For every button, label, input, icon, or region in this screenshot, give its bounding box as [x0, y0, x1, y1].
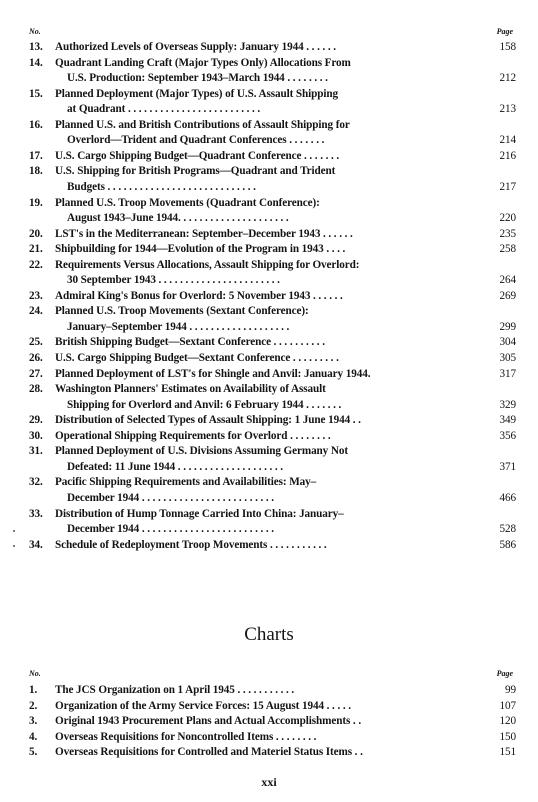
- entry-page-number: 212: [499, 72, 516, 85]
- entry-title: Distribution of Selected Types of Assault Shipping: 1 June 1944 . .: [55, 414, 361, 427]
- entry-title: U.S. Cargo Shipping Budget—Sextant Conference . . . . . . . . .: [55, 352, 339, 364]
- toc-entry: [29, 335, 516, 351]
- entry-title: U.S. Cargo Shipping Budget—Quadrant Conference . . . . . . .: [55, 149, 340, 162]
- entry-title-continuation: Overlord—Trident and Quadrant Conferences . . . . . . .: [67, 134, 325, 147]
- entry-title: Planned U.S. and British Contributions of Assault Shipping for: [55, 118, 350, 131]
- entry-title-continuation: Shipping for Overlord and Anvil: 6 February 1944 . . . . . . .: [67, 398, 342, 411]
- entry-number: 14.: [29, 56, 43, 69]
- entry-number: 2.: [29, 699, 38, 712]
- margin-speck: [13, 530, 15, 532]
- charts-page-column-header: Page: [496, 669, 513, 678]
- entry-title-continuation: at Quadrant . . . . . . . . . . . . . . . . . . . . . . . . .: [67, 103, 261, 116]
- page-folio: xxi: [261, 775, 277, 789]
- entry-page-number: 213: [499, 103, 516, 116]
- toc-entry: [29, 196, 516, 227]
- entry-number: 25.: [29, 336, 43, 349]
- entry-page-number: 528: [499, 523, 516, 536]
- entry-number: 30.: [29, 429, 43, 442]
- entry-title: The JCS Organization on 1 April 1945 . . . . . . . . . . .: [55, 684, 295, 696]
- entry-page-number: 329: [499, 398, 516, 411]
- entry-title: Planned Deployment (Major Types) of U.S. Assault Shipping: [55, 87, 339, 100]
- entry-number: 19.: [29, 196, 43, 209]
- number-column-header: No.: [29, 27, 41, 36]
- toc-entry: [29, 538, 516, 554]
- toc-entry: [29, 242, 516, 258]
- toc-entry: [29, 714, 516, 730]
- entry-title-continuation: December 1944 . . . . . . . . . . . . . . . . . . . . . . . . .: [67, 491, 274, 504]
- entry-number: 22.: [29, 258, 43, 271]
- toc-entry: [29, 382, 516, 413]
- entry-page-number: 220: [499, 212, 516, 225]
- entry-number: 1.: [29, 684, 38, 696]
- toc-entry: [29, 351, 516, 367]
- toc-entry: [29, 444, 516, 475]
- entry-number: 31.: [29, 445, 43, 458]
- entry-page-number: 371: [499, 460, 516, 473]
- entry-number: 27.: [29, 367, 43, 380]
- entry-title: British Shipping Budget—Sextant Conference . . . . . . . . . .: [55, 336, 325, 349]
- entry-page-number: 466: [499, 491, 516, 504]
- entry-title: Admiral King's Bonus for Overlord: 5 November 1943 . . . . . .: [55, 289, 343, 302]
- entry-title-continuation: Defeated: 11 June 1944 . . . . . . . . . . . . . . . . . . . .: [67, 460, 283, 473]
- toc-entry: [29, 730, 516, 746]
- entry-page-number: 217: [499, 180, 516, 193]
- entry-page-number: 304: [499, 336, 516, 349]
- entry-title: Original 1943 Procurement Plans and Actual Accomplishments . .: [55, 715, 362, 728]
- entry-title: Shipbuilding for 1944—Evolution of the Program in 1943 . . . .: [55, 243, 346, 256]
- toc-entry: [29, 475, 516, 506]
- entry-number: 23.: [29, 289, 43, 302]
- entry-title: U.S. Shipping for British Programs—Quadrant and Trident: [55, 165, 336, 178]
- entry-number: 29.: [29, 414, 43, 427]
- entry-page-number: 235: [499, 227, 516, 240]
- entry-title: Authorized Levels of Overseas Supply: January 1944 . . . . . .: [55, 41, 336, 53]
- entry-page-number: 216: [499, 149, 516, 162]
- toc-entry: [29, 164, 516, 195]
- entry-title-continuation: U.S. Production: September 1943–March 1944 . . . . . . . .: [67, 72, 328, 85]
- entry-title: Schedule of Redeployment Troop Movements . . . . . . . . . . .: [55, 538, 327, 551]
- entry-title-continuation: August 1943–June 1944. . . . . . . . . . . . . . . . . . . . .: [67, 212, 289, 224]
- entry-number: 16.: [29, 118, 43, 131]
- entry-page-number: 258: [499, 243, 516, 256]
- entry-page-number: 299: [499, 320, 516, 333]
- entry-number: 3.: [29, 715, 38, 728]
- entry-page-number: 214: [499, 134, 516, 147]
- toc-entry: [29, 118, 516, 149]
- charts-heading: Charts: [244, 624, 294, 645]
- toc-entry: [29, 227, 516, 243]
- toc-entry: [29, 40, 516, 56]
- entry-page-number: 99: [505, 684, 516, 696]
- toc-entry: [29, 413, 516, 429]
- entry-number: 24.: [29, 305, 43, 318]
- toc-entry: [29, 304, 516, 335]
- entry-page-number: 356: [499, 429, 516, 442]
- entry-title: Pacific Shipping Requirements and Availabilities: May–: [55, 476, 317, 489]
- entry-page-number: 269: [499, 289, 516, 302]
- entry-page-number: 305: [499, 352, 516, 364]
- entry-number: 15.: [29, 87, 43, 100]
- entry-number: 21.: [29, 243, 43, 256]
- entry-title: Organization of the Army Service Forces: 15 August 1944 . . . . .: [55, 699, 351, 712]
- toc-entry: [29, 87, 516, 118]
- toc-entry: [29, 683, 516, 699]
- toc-entry: [29, 149, 516, 165]
- entry-number: 20.: [29, 227, 43, 240]
- entry-page-number: 150: [499, 730, 516, 743]
- toc-entry: [29, 258, 516, 289]
- entry-title: Overseas Requisitions for Controlled and Materiel Status Items . .: [55, 746, 363, 759]
- page-column-header: Page: [496, 27, 513, 36]
- entry-title-continuation: December 1944 . . . . . . . . . . . . . . . . . . . . . . . . .: [67, 523, 274, 535]
- entry-page-number: 107: [499, 699, 516, 712]
- charts-number-column-header: No.: [29, 669, 41, 678]
- entry-number: 5.: [29, 746, 38, 759]
- entry-number: 34.: [29, 538, 43, 551]
- toc-entry: [29, 745, 516, 761]
- entry-title: Planned Deployment of U.S. Divisions Assuming Germany Not: [55, 445, 348, 458]
- entry-page-number: 151: [499, 746, 516, 759]
- entry-number: 26.: [29, 352, 43, 364]
- toc-entry: [29, 56, 516, 87]
- entry-number: 18.: [29, 165, 43, 178]
- entry-page-number: 158: [499, 41, 516, 53]
- entry-title: Requirements Versus Allocations, Assault Shipping for Overlord:: [55, 258, 360, 271]
- entry-page-number: 120: [499, 715, 516, 728]
- entry-title: Overseas Requisitions for Noncontrolled Items . . . . . . . .: [55, 730, 317, 743]
- entry-number: 33.: [29, 507, 43, 520]
- entry-title: Planned Deployment of LST's for Shingle and Anvil: January 1944.: [55, 367, 371, 380]
- entry-page-number: 349: [499, 414, 516, 427]
- toc-entry: [29, 367, 516, 383]
- entry-title: Planned U.S. Troop Movements (Quadrant Conference):: [55, 196, 320, 209]
- entry-page-number: 586: [499, 538, 516, 551]
- entry-page-number: 264: [499, 274, 516, 287]
- entry-title-continuation: Budgets . . . . . . . . . . . . . . . . . . . . . . . . . . . .: [67, 180, 256, 193]
- toc-entry: [29, 507, 516, 538]
- entry-number: 4.: [29, 730, 38, 743]
- entry-page-number: 317: [499, 367, 516, 380]
- margin-speck: [13, 545, 15, 547]
- entry-title: Distribution of Hump Tonnage Carried Into China: January–: [55, 507, 344, 520]
- entry-number: 28.: [29, 383, 43, 396]
- entry-title: Planned U.S. Troop Movements (Sextant Conference):: [55, 305, 309, 318]
- toc-entry: [29, 289, 516, 305]
- entry-title-continuation: January–September 1944 . . . . . . . . . . . . . . . . . . .: [67, 320, 290, 333]
- entry-title: Quadrant Landing Craft (Major Types Only) Allocations From: [55, 56, 351, 69]
- entry-title: Operational Shipping Requirements for Overlord . . . . . . . .: [55, 429, 331, 442]
- entry-number: 13.: [29, 41, 43, 53]
- toc-entry: [29, 699, 516, 715]
- toc-entry: [29, 429, 516, 445]
- entry-title-continuation: 30 September 1943 . . . . . . . . . . . . . . . . . . . . . . .: [67, 274, 280, 287]
- entry-number: 17.: [29, 149, 43, 162]
- entry-title: Washington Planners' Estimates on Availability of Assault: [55, 383, 326, 396]
- entry-title: LST's in the Mediterranean: September–December 1943 . . . . . .: [55, 227, 353, 240]
- entry-number: 32.: [29, 476, 43, 489]
